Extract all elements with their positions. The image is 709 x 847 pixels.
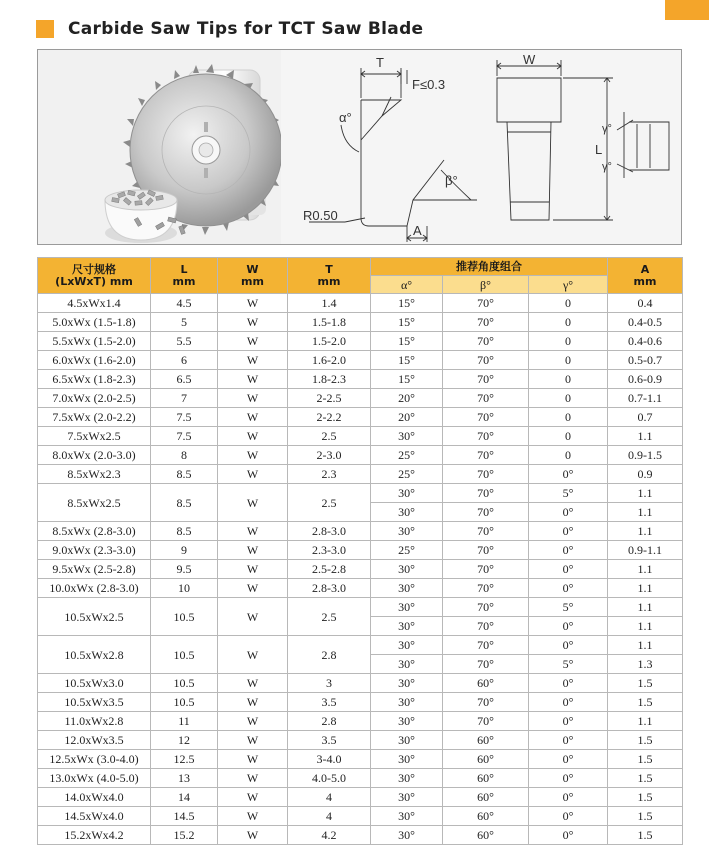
cell-A: 0.4-0.5 <box>608 313 683 332</box>
cell-size: 10.5xWx2.8 <box>38 636 151 674</box>
cell-beta: 70° <box>443 313 529 332</box>
cell-T: 3.5 <box>288 693 371 712</box>
table-row <box>38 294 683 313</box>
cell-alpha: 25° <box>371 541 443 560</box>
cell-W: W <box>218 769 288 788</box>
cell-size: 11.0xWx2.8 <box>38 712 151 731</box>
cell-W: W <box>218 427 288 446</box>
cell-A: 1.5 <box>608 769 683 788</box>
cell-gamma: 0 <box>529 446 608 465</box>
cell-T: 1.4 <box>288 294 371 313</box>
table-row <box>38 712 683 731</box>
cell-T: 4.0-5.0 <box>288 769 371 788</box>
cell-alpha: 15° <box>371 332 443 351</box>
cell-W: W <box>218 826 288 845</box>
cell-T: 2.5-2.8 <box>288 560 371 579</box>
cell-T: 2.8 <box>288 636 371 674</box>
cell-T: 2.8 <box>288 712 371 731</box>
cell-A: 1.5 <box>608 826 683 845</box>
cell-L: 13 <box>151 769 218 788</box>
cell-alpha: 30° <box>371 579 443 598</box>
header-alpha: α° <box>371 276 443 294</box>
cell-gamma: 0 <box>529 389 608 408</box>
header-T-unit: mm <box>317 274 341 288</box>
cell-L: 10.5 <box>151 598 218 636</box>
cell-beta: 60° <box>443 750 529 769</box>
cell-size: 12.5xWx (3.0-4.0) <box>38 750 151 769</box>
cell-A: 1.1 <box>608 503 683 522</box>
cell-W: W <box>218 712 288 731</box>
cell-L: 10.5 <box>151 674 218 693</box>
label-beta: β° <box>445 173 458 188</box>
cell-gamma: 5° <box>529 598 608 617</box>
cell-gamma: 0° <box>529 826 608 845</box>
title-marker-square <box>36 20 54 38</box>
cell-W: W <box>218 370 288 389</box>
cell-size: 8.0xWx (2.0-3.0) <box>38 446 151 465</box>
spec-table <box>37 257 683 845</box>
cell-alpha: 15° <box>371 370 443 389</box>
cell-W: W <box>218 389 288 408</box>
cell-beta: 70° <box>443 484 529 503</box>
cell-size: 13.0xWx (4.0-5.0) <box>38 769 151 788</box>
cell-A: 1.5 <box>608 750 683 769</box>
cell-W: W <box>218 674 288 693</box>
cell-W: W <box>218 807 288 826</box>
cell-gamma: 0° <box>529 731 608 750</box>
cell-A: 0.7 <box>608 408 683 427</box>
cell-gamma: 0° <box>529 750 608 769</box>
cell-alpha: 30° <box>371 655 443 674</box>
cell-beta: 60° <box>443 807 529 826</box>
table-row <box>38 541 683 560</box>
cell-alpha: 15° <box>371 313 443 332</box>
cell-T: 2.8-3.0 <box>288 522 371 541</box>
tip-dimension-drawings <box>281 50 681 244</box>
cell-W: W <box>218 465 288 484</box>
table-row <box>38 351 683 370</box>
cell-A: 1.1 <box>608 712 683 731</box>
cell-beta: 70° <box>443 636 529 655</box>
cell-alpha: 30° <box>371 617 443 636</box>
cell-W: W <box>218 522 288 541</box>
cell-A: 0.9-1.1 <box>608 541 683 560</box>
cell-beta: 70° <box>443 503 529 522</box>
cell-A: 0.7-1.1 <box>608 389 683 408</box>
cell-W: W <box>218 541 288 560</box>
header-T-label: T <box>325 262 333 276</box>
cell-W: W <box>218 750 288 769</box>
cell-gamma: 0 <box>529 351 608 370</box>
cell-size: 6.5xWx (1.8-2.3) <box>38 370 151 389</box>
corner-accent-tab <box>665 0 709 20</box>
cell-T: 3 <box>288 674 371 693</box>
cell-alpha: 30° <box>371 522 443 541</box>
cell-gamma: 0° <box>529 769 608 788</box>
cell-size: 10.5xWx2.5 <box>38 598 151 636</box>
header-L <box>151 258 218 294</box>
cell-beta: 70° <box>443 389 529 408</box>
cell-size: 4.5xWx1.4 <box>38 294 151 313</box>
header-A <box>608 258 683 294</box>
cell-size: 8.5xWx2.3 <box>38 465 151 484</box>
cell-size: 6.0xWx (1.6-2.0) <box>38 351 151 370</box>
cell-alpha: 30° <box>371 503 443 522</box>
cell-L: 5 <box>151 313 218 332</box>
cell-A: 1.5 <box>608 731 683 750</box>
cell-T: 4 <box>288 807 371 826</box>
table-row <box>38 636 683 655</box>
cell-alpha: 30° <box>371 769 443 788</box>
cell-alpha: 20° <box>371 389 443 408</box>
cell-A: 0.9-1.5 <box>608 446 683 465</box>
cell-T: 2.5 <box>288 484 371 522</box>
cell-L: 8.5 <box>151 522 218 541</box>
cell-alpha: 30° <box>371 712 443 731</box>
cell-L: 14 <box>151 788 218 807</box>
cell-gamma: 5° <box>529 484 608 503</box>
cell-L: 12 <box>151 731 218 750</box>
header-L-label: L <box>180 262 188 276</box>
cell-W: W <box>218 636 288 674</box>
cell-size: 7.5xWx2.5 <box>38 427 151 446</box>
table-row <box>38 465 683 484</box>
cell-alpha: 30° <box>371 731 443 750</box>
table-row <box>38 807 683 826</box>
header-size-label: 尺寸规格 <box>72 262 116 276</box>
table-row <box>38 427 683 446</box>
cell-gamma: 0° <box>529 541 608 560</box>
cell-alpha: 30° <box>371 750 443 769</box>
cell-T: 2.5 <box>288 427 371 446</box>
cell-gamma: 0 <box>529 370 608 389</box>
cell-alpha: 30° <box>371 484 443 503</box>
spec-table-body <box>38 294 683 845</box>
cell-L: 9 <box>151 541 218 560</box>
table-row <box>38 484 683 503</box>
cell-gamma: 0° <box>529 560 608 579</box>
cell-L: 7 <box>151 389 218 408</box>
cell-L: 8.5 <box>151 484 218 522</box>
cell-beta: 70° <box>443 693 529 712</box>
table-row <box>38 332 683 351</box>
header-A-unit: mm <box>633 274 657 288</box>
cell-A: 1.1 <box>608 579 683 598</box>
cell-W: W <box>218 294 288 313</box>
cell-A: 1.1 <box>608 484 683 503</box>
cell-size: 12.0xWx3.5 <box>38 731 151 750</box>
cell-A: 0.5-0.7 <box>608 351 683 370</box>
cell-L: 10 <box>151 579 218 598</box>
cell-size: 9.0xWx (2.3-3.0) <box>38 541 151 560</box>
cell-beta: 60° <box>443 826 529 845</box>
cell-alpha: 30° <box>371 826 443 845</box>
cell-size: 5.5xWx (1.5-2.0) <box>38 332 151 351</box>
cell-T: 2-2.2 <box>288 408 371 427</box>
cell-W: W <box>218 313 288 332</box>
cell-gamma: 0° <box>529 465 608 484</box>
table-row <box>38 598 683 617</box>
cell-A: 1.3 <box>608 655 683 674</box>
cell-gamma: 0° <box>529 693 608 712</box>
table-row <box>38 313 683 332</box>
label-W: W <box>523 52 536 67</box>
cell-size: 5.0xWx (1.5-1.8) <box>38 313 151 332</box>
label-gamma-bottom: γ° <box>602 161 612 173</box>
table-row <box>38 408 683 427</box>
cell-L: 12.5 <box>151 750 218 769</box>
cell-alpha: 30° <box>371 674 443 693</box>
table-row <box>38 389 683 408</box>
cell-size: 14.5xWx4.0 <box>38 807 151 826</box>
cell-size: 8.5xWx (2.8-3.0) <box>38 522 151 541</box>
cell-L: 8 <box>151 446 218 465</box>
cell-T: 3.5 <box>288 731 371 750</box>
cell-alpha: 30° <box>371 636 443 655</box>
label-L: L <box>595 142 603 157</box>
header-L-unit: mm <box>172 274 196 288</box>
header-A-label: A <box>640 262 650 276</box>
cell-T: 2.8-3.0 <box>288 579 371 598</box>
cell-L: 7.5 <box>151 408 218 427</box>
cell-T: 2-2.5 <box>288 389 371 408</box>
cell-beta: 70° <box>443 332 529 351</box>
cell-A: 0.4-0.6 <box>608 332 683 351</box>
cell-beta: 60° <box>443 769 529 788</box>
table-row <box>38 750 683 769</box>
cell-alpha: 15° <box>371 294 443 313</box>
cell-alpha: 30° <box>371 807 443 826</box>
cell-L: 6 <box>151 351 218 370</box>
cell-W: W <box>218 693 288 712</box>
cell-size: 10.0xWx (2.8-3.0) <box>38 579 151 598</box>
cell-W: W <box>218 332 288 351</box>
cell-gamma: 0° <box>529 522 608 541</box>
table-row <box>38 788 683 807</box>
cell-alpha: 15° <box>371 351 443 370</box>
cell-gamma: 0° <box>529 503 608 522</box>
label-gamma-top: γ° <box>602 123 612 135</box>
table-row <box>38 560 683 579</box>
label-R: R0.50 <box>303 208 338 223</box>
cell-W: W <box>218 408 288 427</box>
cell-beta: 70° <box>443 370 529 389</box>
cell-gamma: 0° <box>529 617 608 636</box>
cell-beta: 70° <box>443 541 529 560</box>
header-size-sub: (LxWxT) mm <box>55 274 133 288</box>
header-size <box>38 258 151 294</box>
cell-gamma: 0° <box>529 807 608 826</box>
cell-beta: 70° <box>443 465 529 484</box>
cell-beta: 70° <box>443 712 529 731</box>
cell-A: 1.1 <box>608 598 683 617</box>
table-row <box>38 731 683 750</box>
cell-beta: 70° <box>443 427 529 446</box>
cell-beta: 70° <box>443 579 529 598</box>
table-row <box>38 579 683 598</box>
cell-beta: 60° <box>443 731 529 750</box>
cell-T: 2.5 <box>288 598 371 636</box>
cell-size: 7.0xWx (2.0-2.5) <box>38 389 151 408</box>
cell-W: W <box>218 788 288 807</box>
cell-T: 2.3 <box>288 465 371 484</box>
cell-W: W <box>218 560 288 579</box>
cell-beta: 70° <box>443 560 529 579</box>
cell-L: 6.5 <box>151 370 218 389</box>
header-W-label: W <box>246 262 259 276</box>
cell-beta: 70° <box>443 408 529 427</box>
cell-gamma: 0° <box>529 636 608 655</box>
cell-A: 1.5 <box>608 674 683 693</box>
cell-size: 7.5xWx (2.0-2.2) <box>38 408 151 427</box>
cell-T: 3-4.0 <box>288 750 371 769</box>
cell-A: 1.5 <box>608 693 683 712</box>
cell-W: W <box>218 579 288 598</box>
cell-alpha: 25° <box>371 465 443 484</box>
label-T: T <box>376 55 384 70</box>
cell-alpha: 30° <box>371 427 443 446</box>
cell-W: W <box>218 598 288 636</box>
cell-gamma: 0° <box>529 579 608 598</box>
cell-size: 10.5xWx3.5 <box>38 693 151 712</box>
cell-W: W <box>218 351 288 370</box>
cell-A: 1.1 <box>608 427 683 446</box>
header-W <box>218 258 288 294</box>
table-row <box>38 769 683 788</box>
cell-gamma: 0° <box>529 712 608 731</box>
cell-T: 4.2 <box>288 826 371 845</box>
cell-T: 2-3.0 <box>288 446 371 465</box>
cell-beta: 70° <box>443 598 529 617</box>
cell-W: W <box>218 731 288 750</box>
saw-blade-photo <box>38 50 281 244</box>
cell-size: 10.5xWx3.0 <box>38 674 151 693</box>
cell-A: 0.4 <box>608 294 683 313</box>
cell-L: 11 <box>151 712 218 731</box>
cell-gamma: 0 <box>529 313 608 332</box>
cell-T: 1.5-1.8 <box>288 313 371 332</box>
table-row <box>38 826 683 845</box>
cell-beta: 70° <box>443 294 529 313</box>
cell-L: 14.5 <box>151 807 218 826</box>
cell-beta: 70° <box>443 655 529 674</box>
cell-W: W <box>218 484 288 522</box>
cell-L: 15.2 <box>151 826 218 845</box>
cell-beta: 70° <box>443 351 529 370</box>
page-title: Carbide Saw Tips for TCT Saw Blade <box>68 19 424 39</box>
header-angles: 推荐角度组合 <box>371 258 608 276</box>
cell-T: 4 <box>288 788 371 807</box>
page-title-bar <box>36 18 423 40</box>
cell-W: W <box>218 446 288 465</box>
cell-gamma: 0° <box>529 788 608 807</box>
table-row <box>38 522 683 541</box>
cell-gamma: 0 <box>529 332 608 351</box>
cell-beta: 70° <box>443 617 529 636</box>
label-alpha: α° <box>339 110 352 125</box>
table-row <box>38 693 683 712</box>
cell-T: 1.8-2.3 <box>288 370 371 389</box>
cell-alpha: 30° <box>371 560 443 579</box>
cell-A: 0.9 <box>608 465 683 484</box>
cell-A: 1.1 <box>608 560 683 579</box>
cell-alpha: 30° <box>371 788 443 807</box>
cell-L: 4.5 <box>151 294 218 313</box>
cell-beta: 70° <box>443 446 529 465</box>
cell-size: 8.5xWx2.5 <box>38 484 151 522</box>
cell-T: 1.5-2.0 <box>288 332 371 351</box>
header-beta: β° <box>443 276 529 294</box>
cell-A: 0.6-0.9 <box>608 370 683 389</box>
cell-beta: 70° <box>443 522 529 541</box>
cell-beta: 60° <box>443 788 529 807</box>
cell-size: 15.2xWx4.2 <box>38 826 151 845</box>
header-gamma: γ° <box>529 276 608 294</box>
cell-size: 9.5xWx (2.5-2.8) <box>38 560 151 579</box>
label-F: F≤0.3 <box>412 77 446 92</box>
cell-L: 7.5 <box>151 427 218 446</box>
cell-gamma: 5° <box>529 655 608 674</box>
cell-alpha: 30° <box>371 598 443 617</box>
cell-A: 1.1 <box>608 636 683 655</box>
cell-beta: 60° <box>443 674 529 693</box>
table-row <box>38 370 683 389</box>
cell-T: 1.6-2.0 <box>288 351 371 370</box>
cell-L: 8.5 <box>151 465 218 484</box>
header-T <box>288 258 371 294</box>
cell-L: 9.5 <box>151 560 218 579</box>
cell-A: 1.1 <box>608 617 683 636</box>
cell-A: 1.1 <box>608 522 683 541</box>
cell-size: 14.0xWx4.0 <box>38 788 151 807</box>
cell-L: 10.5 <box>151 693 218 712</box>
cell-alpha: 25° <box>371 446 443 465</box>
cell-A: 1.5 <box>608 788 683 807</box>
cell-alpha: 20° <box>371 408 443 427</box>
table-row <box>38 674 683 693</box>
cell-L: 5.5 <box>151 332 218 351</box>
header-W-unit: mm <box>241 274 264 288</box>
cell-gamma: 0 <box>529 294 608 313</box>
product-figure <box>37 49 682 245</box>
table-row <box>38 446 683 465</box>
label-A: A <box>413 223 422 238</box>
cell-A: 1.5 <box>608 807 683 826</box>
cell-gamma: 0 <box>529 408 608 427</box>
cell-gamma: 0° <box>529 674 608 693</box>
cell-L: 10.5 <box>151 636 218 674</box>
cell-T: 2.3-3.0 <box>288 541 371 560</box>
cell-gamma: 0 <box>529 427 608 446</box>
cell-alpha: 30° <box>371 693 443 712</box>
